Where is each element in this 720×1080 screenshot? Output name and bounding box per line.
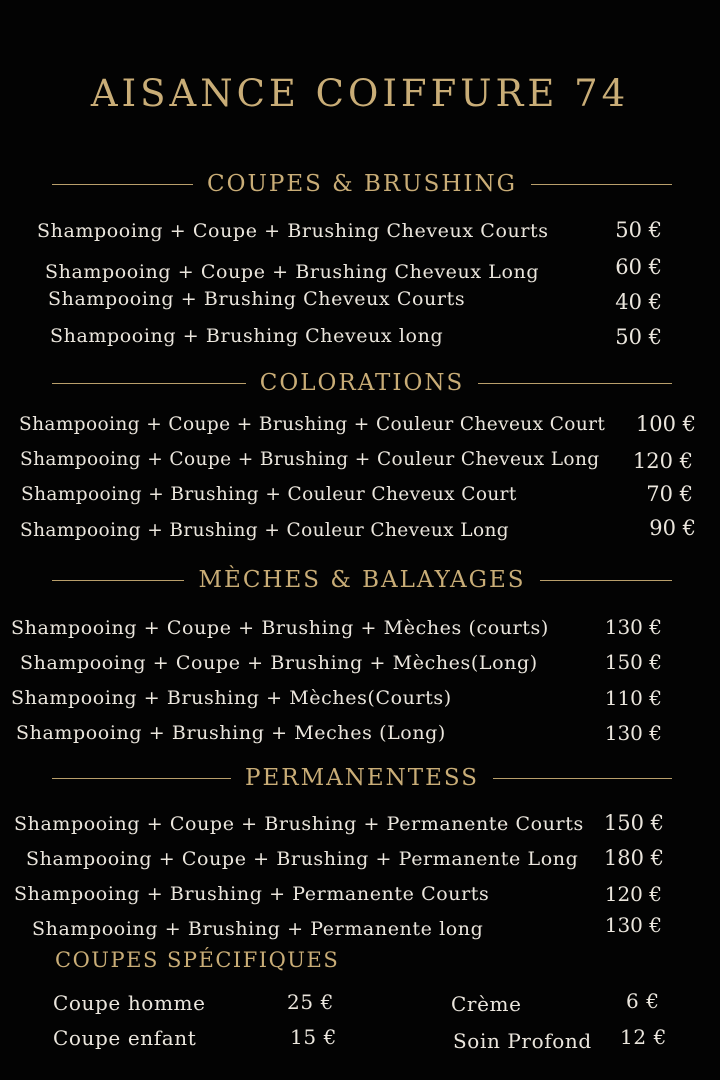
service-name: Crème <box>451 992 522 1016</box>
menu-title: AISANCE COIFFURE 74 <box>90 72 630 115</box>
section-header-coupes-brushing <box>52 169 672 199</box>
service-price: 70 € <box>646 482 693 506</box>
service-price: 110 € <box>604 686 662 710</box>
service-name: Soin Profond <box>453 1029 592 1053</box>
divider-line <box>531 184 672 185</box>
section-header-permanentes <box>52 763 672 793</box>
service-price: 100 € <box>635 412 696 436</box>
service-name: Shampooing + Coupe + Brushing + Mèches(Long) <box>20 652 538 674</box>
section-title: PERMANENTESS <box>244 765 480 791</box>
service-name: Shampooing + Brushing + Couleur Cheveux Court <box>21 484 517 505</box>
divider-line <box>478 383 672 384</box>
service-name: Shampooing + Coupe + Brushing + Mèches (courts) <box>11 617 549 639</box>
service-price: 120 € <box>632 449 693 473</box>
service-price: 130 € <box>604 913 662 937</box>
section-header-colorations <box>52 368 672 398</box>
service-price: 150 € <box>604 650 662 674</box>
section-title: COUPES & BRUSHING <box>207 171 517 197</box>
service-price: 60 € <box>615 255 662 279</box>
divider-line <box>52 383 246 384</box>
service-price: 120 € <box>604 882 662 906</box>
service-price: 15 € <box>290 1025 337 1049</box>
service-name: Shampooing + Brushing Cheveux long <box>50 325 444 347</box>
service-name: Shampooing + Coupe + Brushing Cheveux Long <box>45 261 540 283</box>
service-name: Shampooing + Brushing + Meches (Long) <box>16 722 446 744</box>
service-price: 6 € <box>626 989 660 1013</box>
service-price: 25 € <box>287 990 334 1014</box>
service-price: 90 € <box>649 516 696 540</box>
service-name: Shampooing + Brushing + Permanente long <box>32 918 484 940</box>
service-name: Shampooing + Brushing + Couleur Cheveux Long <box>20 520 510 541</box>
service-price: 130 € <box>604 615 662 639</box>
service-name: Coupe homme <box>53 991 206 1015</box>
service-name: Coupe enfant <box>53 1026 197 1050</box>
divider-line <box>52 580 184 581</box>
service-price: 180 € <box>603 846 664 870</box>
service-name: Shampooing + Brushing + Mèches(Courts) <box>11 687 452 709</box>
service-name: Shampooing + Coupe + Brushing + Permanente Courts <box>14 813 584 835</box>
section-title: COLORATIONS <box>259 370 465 396</box>
service-name: Shampooing + Coupe + Brushing Cheveux Courts <box>37 220 549 242</box>
divider-line <box>52 778 231 779</box>
service-name: Shampooing + Coupe + Brushing + Couleur Cheveux Court <box>19 414 606 435</box>
service-name: Shampooing + Coupe + Brushing + Permanente Long <box>26 848 579 870</box>
service-price: 50 € <box>615 218 662 242</box>
divider-line <box>540 580 672 581</box>
section-header-meches-balayages <box>52 565 672 595</box>
section-title: MÈCHES & BALAYAGES <box>198 567 526 593</box>
divider-line <box>52 184 193 185</box>
service-price: 12 € <box>620 1025 667 1049</box>
service-price: 50 € <box>615 325 662 349</box>
divider-line <box>493 778 672 779</box>
service-name: Shampooing + Brushing + Permanente Courts <box>14 883 490 905</box>
service-price: 150 € <box>603 811 664 835</box>
specific-cuts-title: COUPES SPÉCIFIQUES <box>55 948 340 972</box>
service-name: Shampooing + Coupe + Brushing + Couleur Cheveux Long <box>20 449 600 470</box>
service-price: 130 € <box>604 721 662 745</box>
service-name: Shampooing + Brushing Cheveux Courts <box>48 288 466 310</box>
service-price: 40 € <box>615 290 662 314</box>
